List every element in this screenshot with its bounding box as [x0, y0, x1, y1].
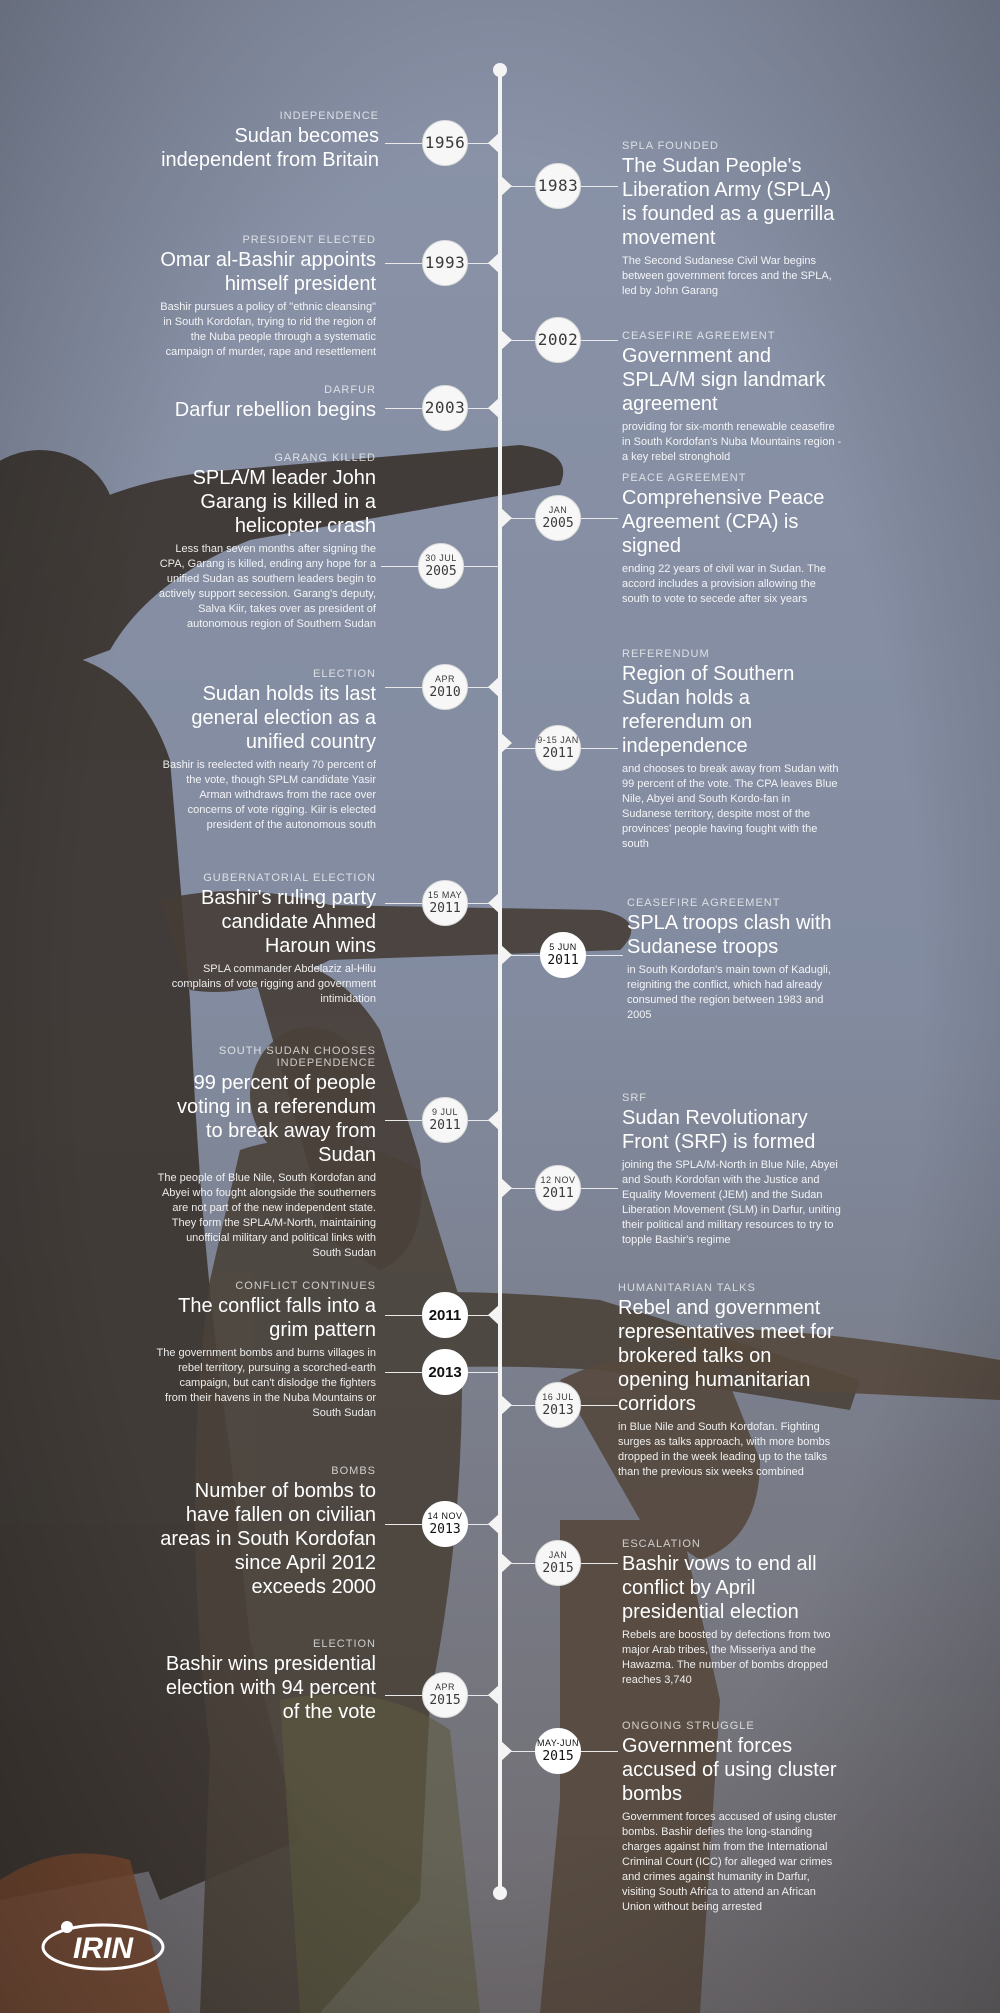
date-node-month: 30 JUL: [425, 553, 457, 563]
event-description: Less than seven months after signing the CPA, Garang is killed, ending any hope for a unified Sudan as southern leaders begin to actively support secession. Garang's deputy, Salva Kiir, takes over as president of autonomous region of Southern Sudan: [158, 543, 376, 630]
timeline-event: [622, 330, 842, 465]
event-title: SPLA troops clash with Sudanese troops: [627, 912, 832, 958]
timeline-end-dot: [493, 1886, 507, 1900]
axis-notch: [500, 329, 512, 351]
date-node-month: APR: [434, 674, 455, 684]
date-node-year: 2011: [542, 1186, 574, 1201]
event-category: SRF: [622, 1092, 647, 1104]
date-node: [535, 163, 581, 209]
date-node: [422, 1501, 468, 1547]
date-node-month: JAN: [548, 505, 568, 515]
event-category: CEASEFIRE AGREEMENT: [627, 897, 781, 909]
date-node-year: 2010: [429, 685, 461, 700]
date-node: [422, 120, 468, 166]
date-node-year: 2011: [542, 746, 574, 761]
event-title: Government and SPLA/M sign landmark agreement: [622, 345, 826, 415]
timeline-start-dot: [493, 63, 507, 77]
event-title: Rebel and government representatives meet for brokered talks on opening humanitarian corridors: [618, 1297, 834, 1415]
event-title: The Sudan People's Liberation Army (SPLA) is founded as a guerrilla movement: [622, 155, 835, 249]
event-title: Bashir's ruling party candidate Ahmed Haroun wins: [201, 887, 376, 957]
event-category: INDEPENDENCE: [279, 110, 379, 122]
event-category: PEACE AGREEMENT: [622, 472, 747, 484]
event-category: CEASEFIRE AGREEMENT: [622, 330, 776, 342]
axis-notch: [500, 944, 512, 966]
date-node: [535, 317, 581, 363]
date-node: [422, 1292, 468, 1338]
event-title: SPLA/M leader John Garang is killed in a helicopter crash: [192, 467, 376, 537]
date-node: [422, 1672, 468, 1718]
timeline-event: [622, 1538, 842, 1688]
date-node-year: 1983: [537, 176, 579, 195]
date-node-month: 16 JUL: [542, 1392, 574, 1402]
timeline-event: [155, 1465, 376, 1599]
date-node: [422, 1097, 468, 1143]
event-category: ELECTION: [312, 1638, 376, 1650]
date-node: [535, 725, 581, 771]
event-title: Omar al-Bashir appoints himself president: [160, 249, 376, 295]
date-node-month: 14 NOV: [427, 1511, 463, 1521]
date-node-year: 2011: [428, 1306, 462, 1324]
axis-notch: [500, 1177, 512, 1199]
event-category: ELECTION: [312, 668, 376, 680]
axis-notch: [500, 175, 512, 197]
event-description: and chooses to break away from Sudan with 99 percent of the vote. The CPA leaves Blue Nile, Abyei and South Kordo-fan in Sudanese territory, despite most of the provinces' people having fought with the south: [622, 763, 839, 850]
timeline-event: [155, 1280, 376, 1421]
event-title: Darfur rebellion begins: [174, 399, 376, 421]
event-category: ONGOING STRUGGLE: [622, 1720, 755, 1732]
date-node: [535, 1382, 581, 1428]
event-description: SPLA commander Abdelaziz al-Hilu complains of vote rigging and government intimidation: [171, 963, 376, 1005]
event-description: Bashir pursues a policy of "ethnic cleansing" in South Kordofan, trying to rid the region of the Nuba people through a systematic campaign of murder, rape and resettlement: [160, 301, 376, 358]
event-category: BOMBS: [331, 1465, 376, 1477]
event-title: Region of Southern Sudan holds a referendum on independence: [622, 663, 795, 757]
event-category: DARFUR: [324, 384, 376, 396]
axis-notch: [500, 1394, 512, 1416]
date-node-month: 15 MAY: [427, 890, 463, 900]
axis-notch: [488, 1304, 500, 1326]
timeline-event: [155, 1045, 376, 1261]
date-node-month: 12 NOV: [540, 1175, 576, 1185]
date-node-year: 1993: [424, 253, 466, 272]
date-node-month: JAN: [548, 1550, 568, 1560]
timeline-event: [155, 234, 376, 360]
event-title: 99 percent of people voting in a referendum to break away from Sudan: [176, 1072, 376, 1166]
date-node: [422, 385, 468, 431]
axis-notch: [488, 892, 500, 914]
event-category: PRESIDENT ELECTED: [242, 234, 376, 246]
irin-logo: [38, 1913, 168, 1979]
event-title: Bashir vows to end all conflict by April presidential election: [622, 1553, 817, 1623]
timeline-event: [622, 1092, 842, 1248]
date-node: [422, 240, 468, 286]
axis-notch: [488, 1684, 500, 1706]
event-category: SPLA FOUNDED: [622, 140, 719, 152]
axis-notch: [500, 507, 512, 529]
axis-notch: [488, 1109, 500, 1131]
axis-notch: [488, 252, 500, 274]
date-node-year: 2002: [537, 330, 579, 349]
axis-notch: [500, 1552, 512, 1574]
date-node-year: 2005: [425, 564, 457, 579]
event-title: Sudan becomes independent from Britain: [161, 125, 379, 171]
timeline-event: [622, 140, 842, 299]
event-description: Bashir is reelected with nearly 70 percent of the vote, though SPLM candidate Yasir Arman withdraws from the race over concerns of vote rigging. Kiir is elected president of the autonomous south: [162, 759, 376, 831]
timeline-event: [622, 1720, 842, 1915]
timeline-event: [622, 648, 842, 852]
date-node-month: 9-15 JAN: [537, 735, 579, 745]
date-node-month: 9 JUL: [431, 1107, 458, 1117]
axis-notch: [488, 397, 500, 419]
event-category: SOUTH SUDAN CHOOSES INDEPENDENCE: [218, 1045, 376, 1069]
date-node: [418, 543, 464, 589]
event-category: ESCALATION: [622, 1538, 701, 1550]
event-description: The Second Sudanese Civil War begins between government forces and the SPLA, led by John Garang: [622, 255, 832, 297]
timeline-event: [622, 472, 842, 607]
date-node-year: 1956: [424, 133, 466, 152]
event-title: Sudan Revolutionary Front (SRF) is formed: [622, 1107, 816, 1153]
event-description: Rebels are boosted by defections from two major Arab tribes, the Misseriya and the Hawazma. The number of bombs dropped reaches 3,740: [622, 1629, 831, 1686]
date-node-month: APR: [434, 1682, 455, 1692]
event-title: Government forces accused of using cluster bombs: [622, 1735, 837, 1805]
date-node-year: 2015: [542, 1561, 574, 1576]
event-category: HUMANITARIAN TALKS: [618, 1282, 756, 1294]
event-category: CONFLICT CONTINUES: [235, 1280, 376, 1292]
date-node-year: 2015: [542, 1749, 574, 1764]
date-node: [535, 1728, 581, 1774]
date-node: [535, 495, 581, 541]
timeline-event: [155, 1638, 376, 1724]
event-title: Bashir wins presidential election with 94 percent of the vote: [165, 1653, 376, 1723]
event-description: in South Kordofan's main town of Kadugli, reigniting the conflict, which had already consumed the region between 1983 and 2005: [627, 964, 831, 1021]
date-node: [535, 1165, 581, 1211]
date-node: [535, 1540, 581, 1586]
axis-notch: [500, 1740, 512, 1762]
date-node-year: 2011: [547, 953, 579, 968]
event-title: Comprehensive Peace Agreement (CPA) is signed: [622, 487, 825, 557]
date-node-year: 2013: [542, 1403, 574, 1418]
axis-notch: [488, 132, 500, 154]
event-category: REFERENDUM: [622, 648, 710, 660]
event-title: Number of bombs to have fallen on civilian areas in South Kordofan since April 2012 exceeds 2000: [160, 1480, 376, 1598]
date-node-year: 2013: [428, 1363, 462, 1381]
date-node-month: MAY-JUN: [536, 1738, 579, 1748]
axis-notch: [500, 732, 512, 754]
timeline-event: [145, 110, 379, 172]
date-node-year: 2011: [429, 1118, 461, 1133]
event-description: Government forces accused of using cluster bombs. Bashir defies the long-standing charges against him from the International Criminal Court (ICC) for alleged war crimes and crimes against humanity in Darfur, visiting South Africa to attend an African Union without being arrested: [622, 1811, 837, 1913]
event-title: The conflict falls into a grim pattern: [178, 1295, 376, 1341]
event-description: The people of Blue Nile, South Kordofan and Abyei who fought alongside the southerners are not part of the new independent state. They form the SPLA/M-North, maintaining unofficial military and political links with South Sudan: [157, 1172, 376, 1259]
event-description: joining the SPLA/M-North in Blue Nile, Abyei and South Kordofan with the Justice and Equality Movement (JEM) and the Sudan Liberation Movement (SLM) in Darfur, uniting their political and military resources to try to topple Bashir's regime: [622, 1159, 841, 1246]
timeline-event: [155, 384, 376, 422]
date-node-year: 2013: [429, 1522, 461, 1537]
date-node-year: 2015: [429, 1693, 461, 1708]
axis-notch: [488, 676, 500, 698]
svg-text:IRIN: IRIN: [73, 1932, 133, 1965]
event-description: in Blue Nile and South Kordofan. Fighting surges as talks approach, with more bombs dropped in the week leading up to the talks than the previous six weeks combined: [618, 1421, 831, 1478]
date-node-year: 2005: [542, 516, 574, 531]
timeline-event: [155, 668, 376, 833]
event-description: ending 22 years of civil war in Sudan. The accord includes a provision allowing the south to vote to secede after six years: [622, 563, 827, 605]
timeline-event: [155, 452, 376, 632]
date-node: [540, 932, 586, 978]
date-node-year: 2003: [424, 398, 466, 417]
date-node: [422, 664, 468, 710]
axis-notch: [488, 1513, 500, 1535]
event-description: providing for six-month renewable ceasefire in South Kordofan's Nuba Mountains region - a key rebel stronghold: [622, 421, 842, 463]
date-node: [422, 880, 468, 926]
event-title: Sudan holds its last general election as a unified country: [191, 683, 376, 753]
timeline-event: [618, 1282, 842, 1480]
date-node-year: 2011: [429, 901, 461, 916]
event-category: GARANG KILLED: [274, 452, 376, 464]
event-category: GUBERNATORIAL ELECTION: [203, 872, 376, 884]
timeline-event: [155, 872, 376, 1007]
date-node-month: 5 JUN: [549, 942, 577, 952]
event-description: The government bombs and burns villages in rebel territory, pursuing a scorched-earth campaign, but can't dislodge the fighters from their havens in the Nuba Mountains or South Sudan: [156, 1347, 376, 1419]
timeline-event: [627, 897, 842, 1023]
date-node: [422, 1349, 468, 1395]
